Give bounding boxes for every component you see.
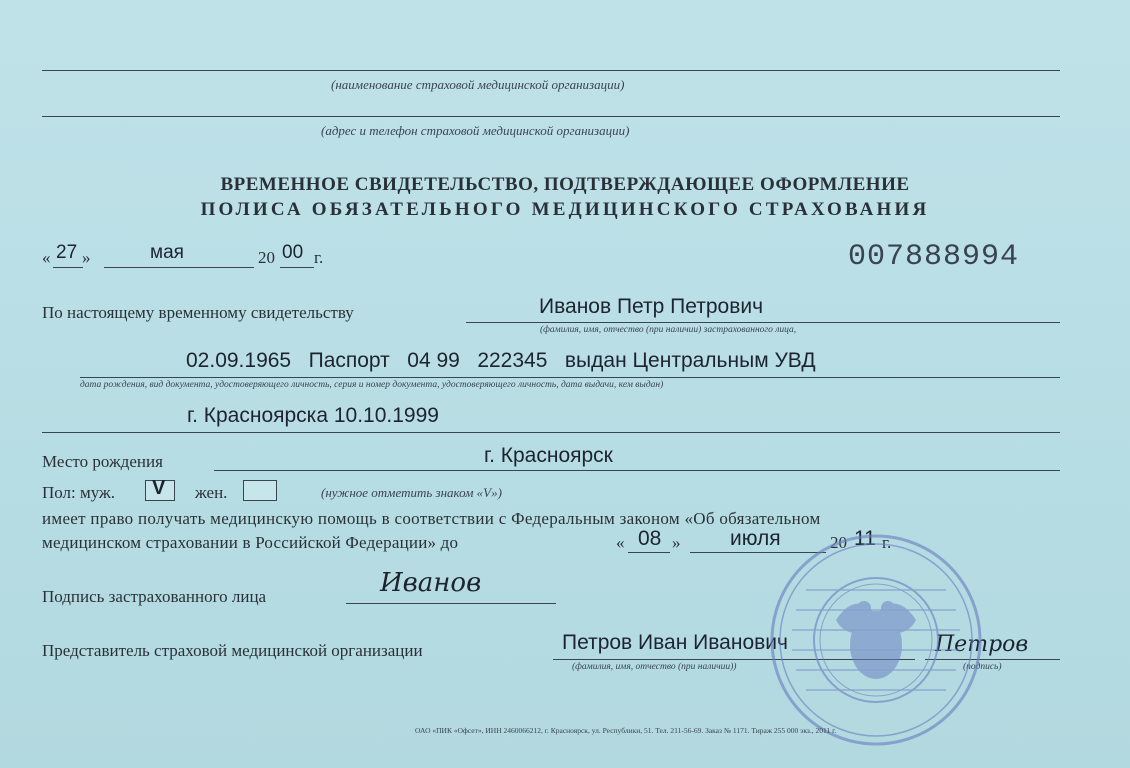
document-line2-rule [42,432,1060,433]
official-stamp [766,530,986,750]
date-year-suffix: 00 [282,242,304,263]
sex-hint: (нужное отметить знаком «V») [321,485,502,500]
date-year-prefix: 20 [258,248,275,267]
insured-signature: Иванов [380,568,482,598]
birthplace-line [214,470,1060,471]
intro-label: По настоящему временному свидетельству [42,303,354,322]
insured-full-name: Иванов Петр Петрович [539,295,764,318]
org-address-line [42,116,1060,117]
sex-female-label: жен. [195,483,228,502]
birthplace-value: г. Красноярск [484,444,613,467]
representative-name-caption: (фамилия, имя, отчество (при наличии)) [572,662,737,672]
date-quote-close: » [82,248,91,267]
insured-signature-line [346,603,556,604]
date-quote-open: « [42,248,51,267]
sex-male-checkbox[interactable] [145,477,175,501]
org-name-caption: (наименование страховой медицинской организации) [331,77,625,92]
valid-year-prefix: 20 [830,533,847,552]
valid-day-line [628,552,670,553]
org-name-line [42,70,1060,71]
document-details-line1: 02.09.1965 Паспорт 04 99 222345 выдан Центральным УВД [186,349,816,372]
representative-signature: Петров [935,632,1029,657]
check-mark-icon: V [152,477,166,499]
valid-quote-close: » [672,533,681,552]
date-day-line [53,267,83,268]
date-month-line [104,267,254,268]
valid-day: 08 [638,527,662,550]
date-day: 27 [56,242,78,263]
org-address-caption: (адрес и телефон страховой медицинской организации) [321,123,630,138]
date-year-unit: г. [314,248,324,267]
rights-line2-prefix: медицинском страховании в Российской Федерации» до [42,533,459,552]
valid-quote-open: « [616,533,625,552]
birthplace-label: Место рождения [42,452,163,471]
representative-name: Петров Иван Иванович [562,631,788,654]
document-details-line2: г. Красноярска 10.10.1999 [187,404,439,427]
document-title-line2: ПОЛИСА ОБЯЗАТЕЛЬНОГО МЕДИЦИНСКОГО СТРАХОВАНИЯ [200,199,930,220]
document-title-line1: ВРЕМЕННОЕ СВИДЕТЕЛЬСТВО, ПОДТВЕРЖДАЮЩЕЕ ОФОРМЛЕНИЕ [220,174,910,195]
representative-signature-caption: (подпись) [963,662,1002,672]
date-month: мая [150,242,184,263]
document-line1-rule [80,377,1060,378]
date-year-line [280,267,314,268]
valid-year-unit: г. [882,533,892,552]
insured-name-caption: (фамилия, имя, отчество (при наличии) застрахованного лица, [540,325,797,335]
document-details-caption: дата рождения, вид документа, удостоверяющего личность, серия и номер документа, удостоверяющего личность, дата выдачи, кем выдан) [80,380,664,390]
eagle-emblem-icon [836,601,916,679]
insured-name-line [466,322,1060,323]
valid-month: июля [730,527,781,550]
certificate-number: 007888994 [848,240,1020,274]
valid-year-suffix: 11 [854,527,876,550]
insured-signature-label: Подпись застрахованного лица [42,587,267,606]
printer-footer: ОАО «ПИК «Офсет», ИНН 2460066212, г. Красноярск, ул. Республики, 51. Тел. 211-56-69. Заказ № 1171. Тираж 255 000 экз., 2011 г. [415,726,837,735]
sex-label: Пол: муж. [42,483,116,502]
representative-label: Представитель страховой медицинской организации [42,641,423,660]
sex-female-checkbox[interactable] [243,480,277,501]
rights-line1: имеет право получать медицинскую помощь в соответствии с Федеральным законом «Об обязательном [42,509,821,528]
